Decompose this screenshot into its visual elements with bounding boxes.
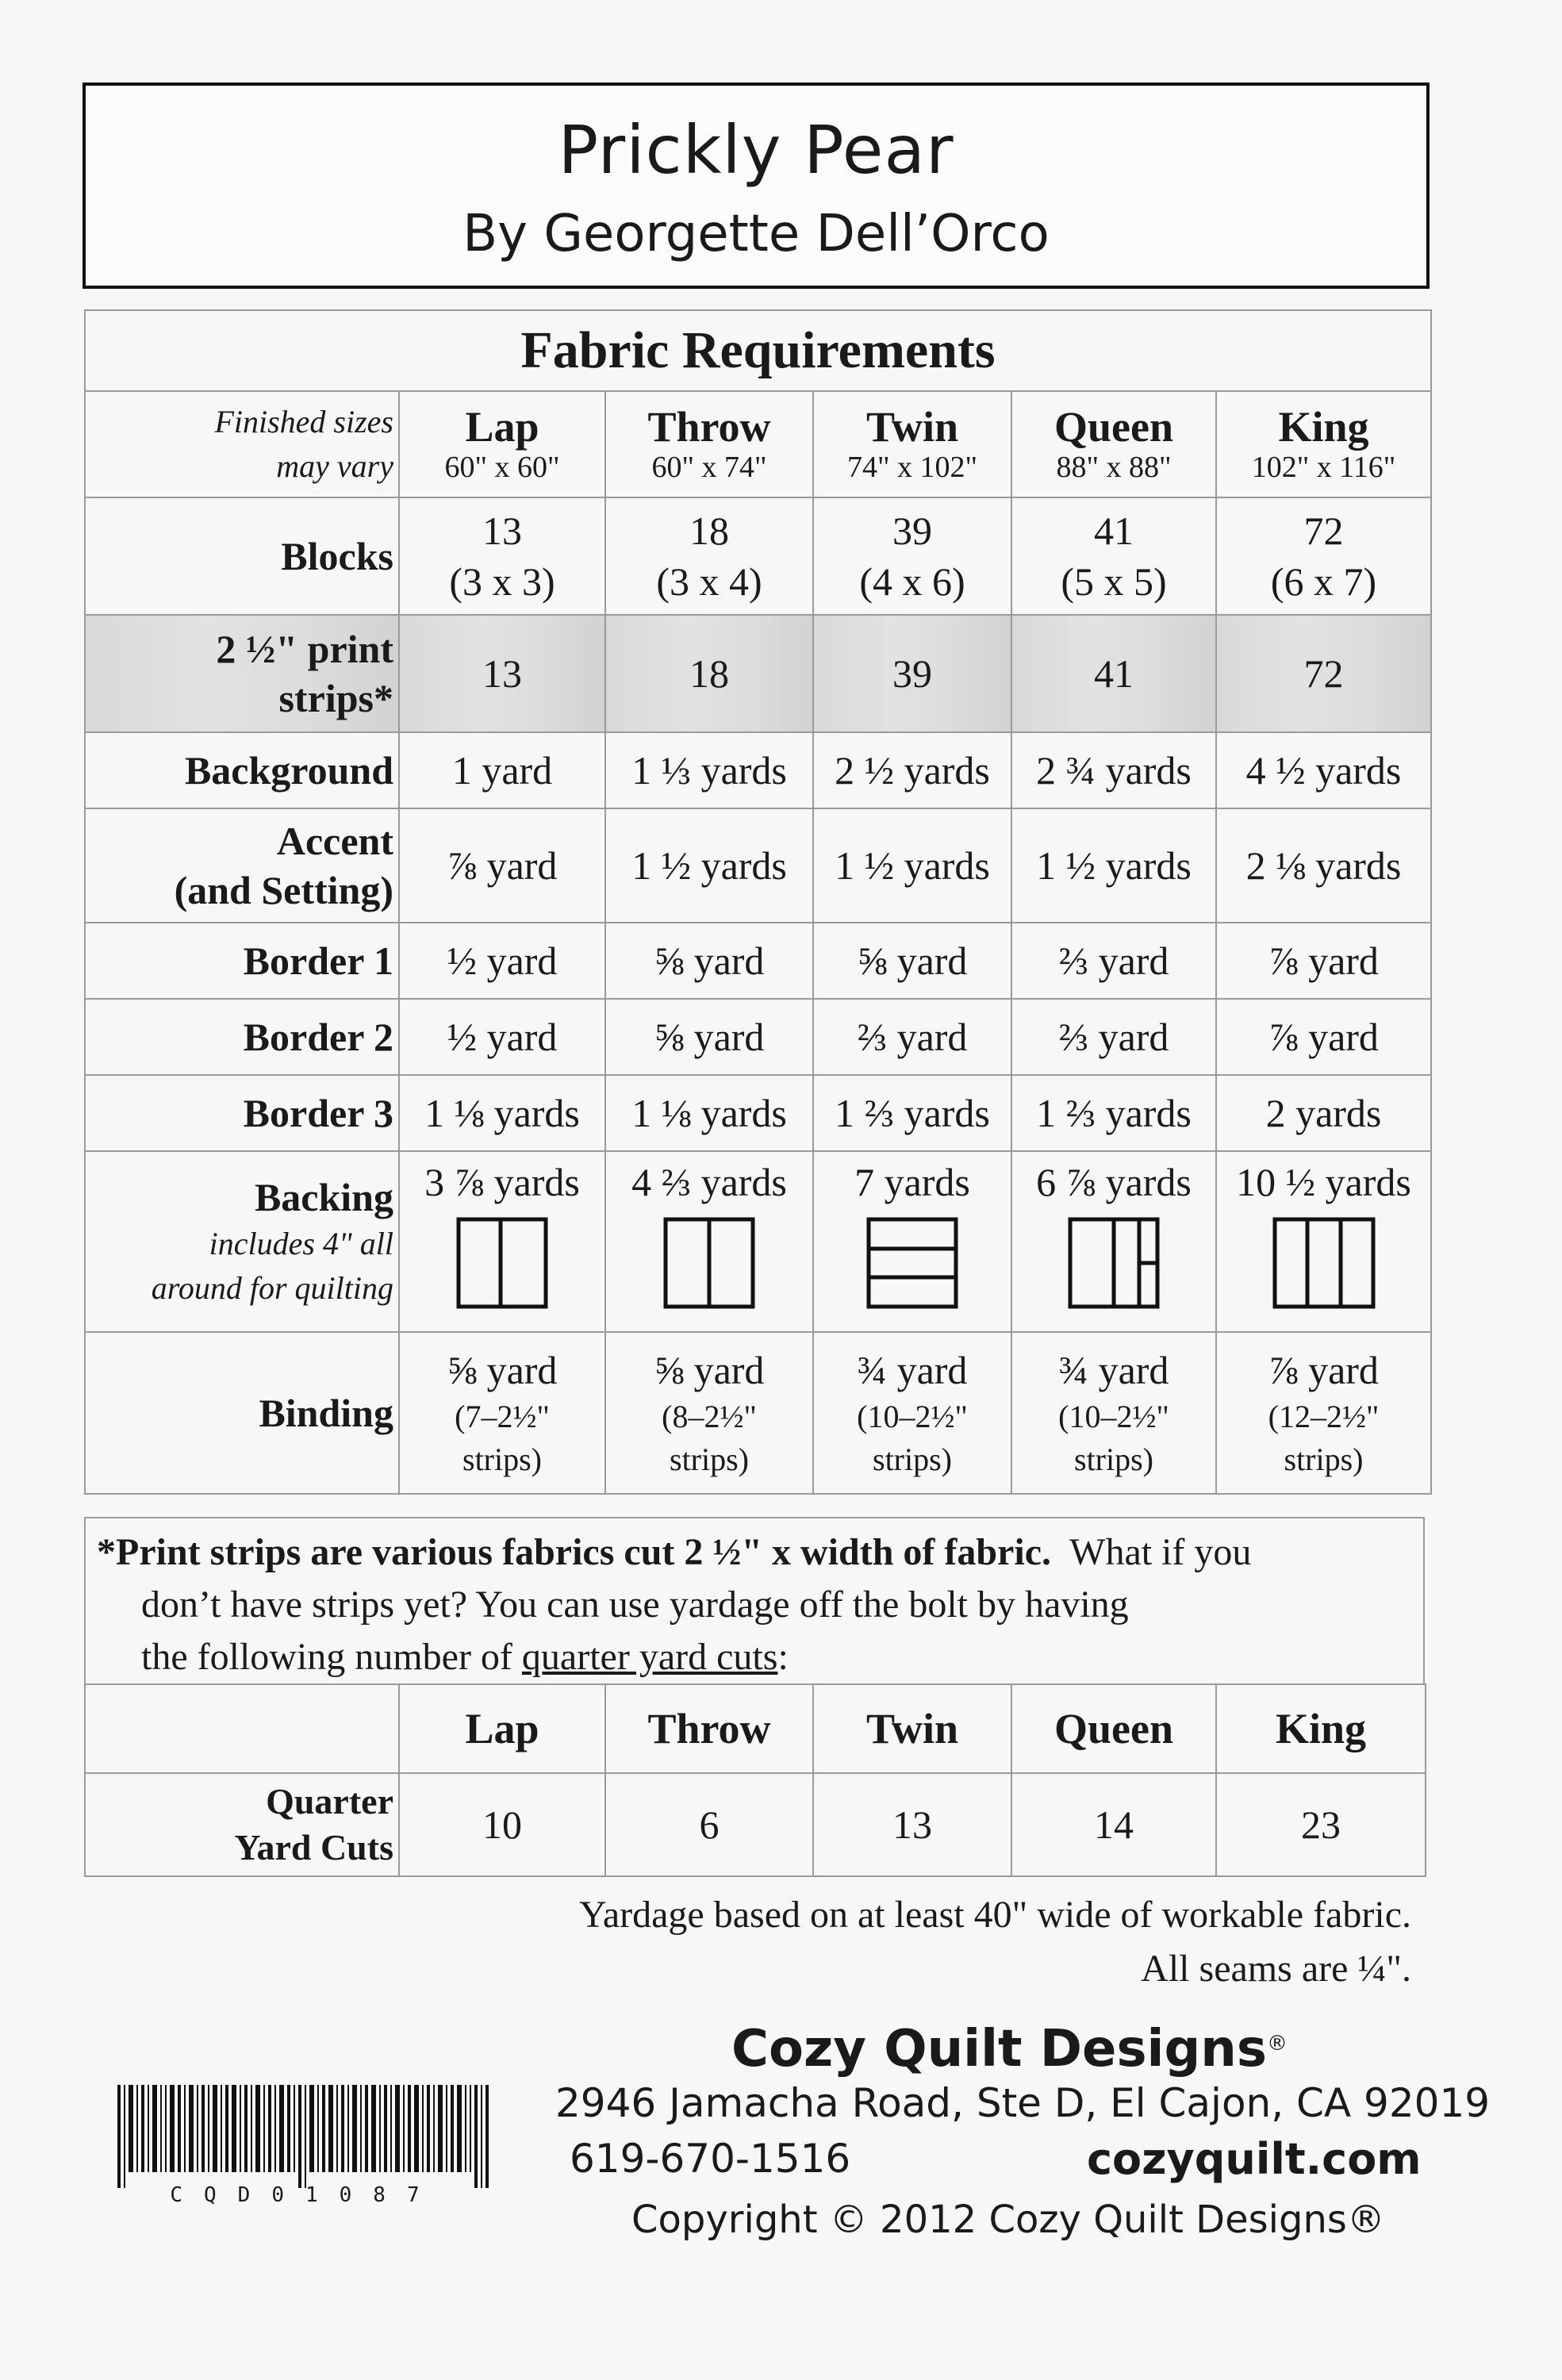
block-count: 72 [1303,509,1344,553]
brand-text: Cozy Quilt Designs [731,2020,1267,2079]
border1-value: ⅞ yard [1216,923,1431,999]
border3-value: 1 ⅛ yards [605,1075,813,1151]
background-value: 2 ¾ yards [1011,732,1216,808]
accent-value: 1 ½ yards [605,808,813,923]
print-strips-value: 41 [1011,615,1216,732]
binding-cell [813,1332,1011,1494]
size-cell [605,391,813,497]
copyright: Copyright © 2012 Cozy Quilt Designs® [631,2198,1385,2242]
quarter-label-line2: Yard Cuts [234,1827,393,1868]
print-strips-label [85,615,399,732]
border3-value: 2 yards [1216,1075,1431,1151]
size-dim: 74" x 102" [846,451,978,484]
backing-diagram-2-panel-icon [663,1217,755,1309]
size-cell [1011,391,1216,497]
title-box [83,83,1430,289]
backing-value: 6 ⅞ yards [1036,1160,1192,1204]
blocks-cell [399,497,605,615]
size-dim: 88" x 88" [1056,451,1172,484]
quarter-size-name: Queen [1011,1684,1216,1773]
yardage-notes [579,1888,1411,1996]
quarter-label-line1: Quarter [266,1781,393,1821]
accent-value: 1 ½ yards [813,808,1011,923]
quarter-value: 10 [399,1773,605,1876]
size-name: Queen [1053,403,1173,451]
border1-value: ⅝ yard [813,923,1011,999]
border2-value: ½ yard [399,999,605,1075]
accent-value: 1 ½ yards [1011,808,1216,923]
binding-strips-word: strips) [462,1441,542,1477]
backing-value: 3 ⅞ yards [424,1160,580,1204]
backing-diagram-2-panel-icon [456,1217,548,1309]
quarter-value: 6 [605,1773,813,1876]
address: 2946 Jamacha Road, Ste D, El Cajon, CA 92019 [555,2080,1491,2126]
backing-note-line2: around for quilting [151,1270,393,1306]
border2-row [85,999,1431,1075]
size-name: Lap [465,403,539,451]
binding-strips: (12–2½" [1268,1399,1380,1434]
finished-note-line2: may vary [276,448,393,484]
blocks-cell [813,497,1011,615]
brand-mark: ® [1266,2032,1288,2056]
size-name: Throw [647,403,771,451]
backing-cell [1011,1151,1216,1332]
brand-name [731,2020,1288,2079]
block-count: 18 [689,509,729,553]
binding-yards: ⅝ yard [654,1348,765,1392]
quarter-size-name: Twin [813,1684,1011,1773]
binding-row [85,1332,1431,1494]
backing-diagram-split-panel-icon [1068,1217,1160,1309]
note-line3-underlined: quarter yard cuts [521,1636,778,1678]
binding-cell [399,1332,605,1494]
size-cell [399,391,605,497]
border2-value: ⅔ yard [813,999,1011,1075]
fabric-requirements-table [84,309,1432,1495]
print-strips-value: 72 [1216,615,1431,732]
backing-note-line1: includes 4" all [209,1226,393,1261]
quarter-header-row [85,1684,1426,1773]
accent-value: 2 ⅛ yards [1216,808,1431,923]
quarter-yard-table [84,1683,1426,1877]
seams-note: All seams are ¼". [1141,1948,1411,1990]
accent-label [85,808,399,923]
note-line3-post: : [777,1636,789,1678]
quarter-size-name: Throw [605,1684,813,1773]
backing-row [85,1151,1431,1332]
block-layout: (4 x 6) [859,559,965,604]
note-line3 [97,1631,1423,1683]
block-count: 41 [1094,509,1134,553]
print-strips-value: 13 [399,615,605,732]
background-label: Background [85,732,399,808]
binding-yards: ⅞ yard [1268,1348,1379,1392]
binding-strips-word: strips) [873,1441,952,1477]
binding-strips-word: strips) [670,1441,749,1477]
accent-value: ⅞ yard [399,808,605,923]
binding-strips-word: strips) [1074,1441,1153,1477]
binding-strips: (10–2½" [857,1399,968,1434]
blocks-cell [605,497,813,615]
border2-value: ⅞ yard [1216,999,1431,1075]
pattern-title: Prickly Pear [558,111,954,189]
backing-value: 10 ½ yards [1236,1160,1411,1204]
border1-value: ⅔ yard [1011,923,1216,999]
table-heading-row [85,310,1431,391]
yardage-note: Yardage based on at least 40" wide of workable fabric. [578,1894,1411,1936]
background-value: 2 ½ yards [813,732,1011,808]
blocks-row [85,497,1431,615]
accent-label-line2: (and Setting) [174,868,393,912]
blocks-cell [1216,497,1431,615]
size-name: Twin [865,403,959,451]
quarter-size-name: King [1216,1684,1426,1773]
border2-value: ⅝ yard [605,999,813,1075]
accent-label-line1: Accent [276,819,393,863]
block-layout: (3 x 4) [656,559,762,604]
barcode-icon [117,2085,490,2188]
size-cell [1216,391,1431,497]
binding-strips: (8–2½" [662,1399,757,1434]
binding-label: Binding [85,1332,399,1494]
quarter-size-name: Lap [399,1684,605,1773]
blocks-cell [1011,497,1216,615]
phone: 619-670-1516 [570,2136,851,2182]
note-line3-pre: the following number of [141,1636,522,1678]
quarter-values-row [85,1773,1426,1876]
print-strips-label-line2: strips* [278,676,393,720]
binding-yards: ¾ yard [857,1348,968,1392]
print-strips-label-line1: 2 ½" print [216,627,393,671]
size-cell [813,391,1011,497]
backing-diagram-3-horizontal-icon [866,1217,958,1309]
border3-row [85,1075,1431,1151]
binding-cell [1011,1332,1216,1494]
size-name: King [1278,403,1369,451]
website: cozyquilt.com [1087,2134,1422,2184]
accent-row [85,808,1431,923]
note-rest: What if you [1069,1531,1252,1573]
print-strips-value: 18 [605,615,813,732]
binding-yards: ⅝ yard [447,1348,558,1392]
quarter-value: 23 [1216,1773,1426,1876]
border2-value: ⅔ yard [1011,999,1216,1075]
pattern-author: By Georgette Dell’Orco [462,205,1050,263]
quarter-value: 14 [1011,1773,1216,1876]
size-dim: 102" x 116" [1251,451,1396,484]
block-layout: (5 x 5) [1061,559,1167,604]
sizes-row [85,391,1431,497]
empty-cell [85,1684,399,1773]
backing-value: 7 yards [854,1160,970,1204]
background-value: 1 yard [399,732,605,808]
border2-label: Border 2 [85,999,399,1075]
border3-value: 1 ⅔ yards [813,1075,1011,1151]
backing-label: Backing [254,1175,393,1219]
finished-note-line1: Finished sizes [214,404,393,440]
background-value: 4 ½ yards [1216,732,1431,808]
background-value: 1 ⅓ yards [605,732,813,808]
barcode-text: CQD01087 [170,2183,441,2207]
size-dim: 60" x 74" [651,451,767,484]
quarter-value: 13 [813,1773,1011,1876]
backing-cell [399,1151,605,1332]
block-count: 13 [482,509,522,553]
block-layout: (3 x 3) [449,559,555,604]
backing-cell [1216,1151,1431,1332]
binding-strips: (10–2½" [1058,1399,1169,1434]
binding-cell [1216,1332,1431,1494]
quarter-label [85,1773,399,1876]
border3-value: 1 ⅔ yards [1011,1075,1216,1151]
backing-value: 4 ⅔ yards [631,1160,787,1204]
binding-strips: (7–2½" [455,1399,550,1434]
print-strips-value: 39 [813,615,1011,732]
border1-label: Border 1 [85,923,399,999]
border1-value: ½ yard [399,923,605,999]
print-strips-note [84,1517,1425,1683]
backing-label-cell [85,1151,399,1332]
note-line2: don’t have strips yet? You can use yardage off the bolt by having [141,1583,1129,1626]
print-strips-row [85,615,1431,732]
note-bold: *Print strips are various fabrics cut 2 ½" x width of fabric. [97,1531,1051,1573]
background-row [85,732,1431,808]
binding-yards: ¾ yard [1058,1348,1169,1392]
backing-cell [605,1151,813,1332]
backing-diagram-3-vertical-icon [1272,1217,1376,1309]
border1-value: ⅝ yard [605,923,813,999]
fabric-requirements-heading: Fabric Requirements [85,310,1431,391]
note-line1 [97,1526,1423,1579]
block-count: 39 [892,509,932,553]
border1-row [85,923,1431,999]
backing-cell [813,1151,1011,1332]
binding-cell [605,1332,813,1494]
binding-strips-word: strips) [1284,1441,1364,1477]
border3-label: Border 3 [85,1075,399,1151]
size-dim: 60" x 60" [444,451,560,484]
border3-value: 1 ⅛ yards [399,1075,605,1151]
finished-sizes-note [85,391,399,497]
blocks-label: Blocks [85,497,399,615]
block-layout: (6 x 7) [1270,559,1377,604]
